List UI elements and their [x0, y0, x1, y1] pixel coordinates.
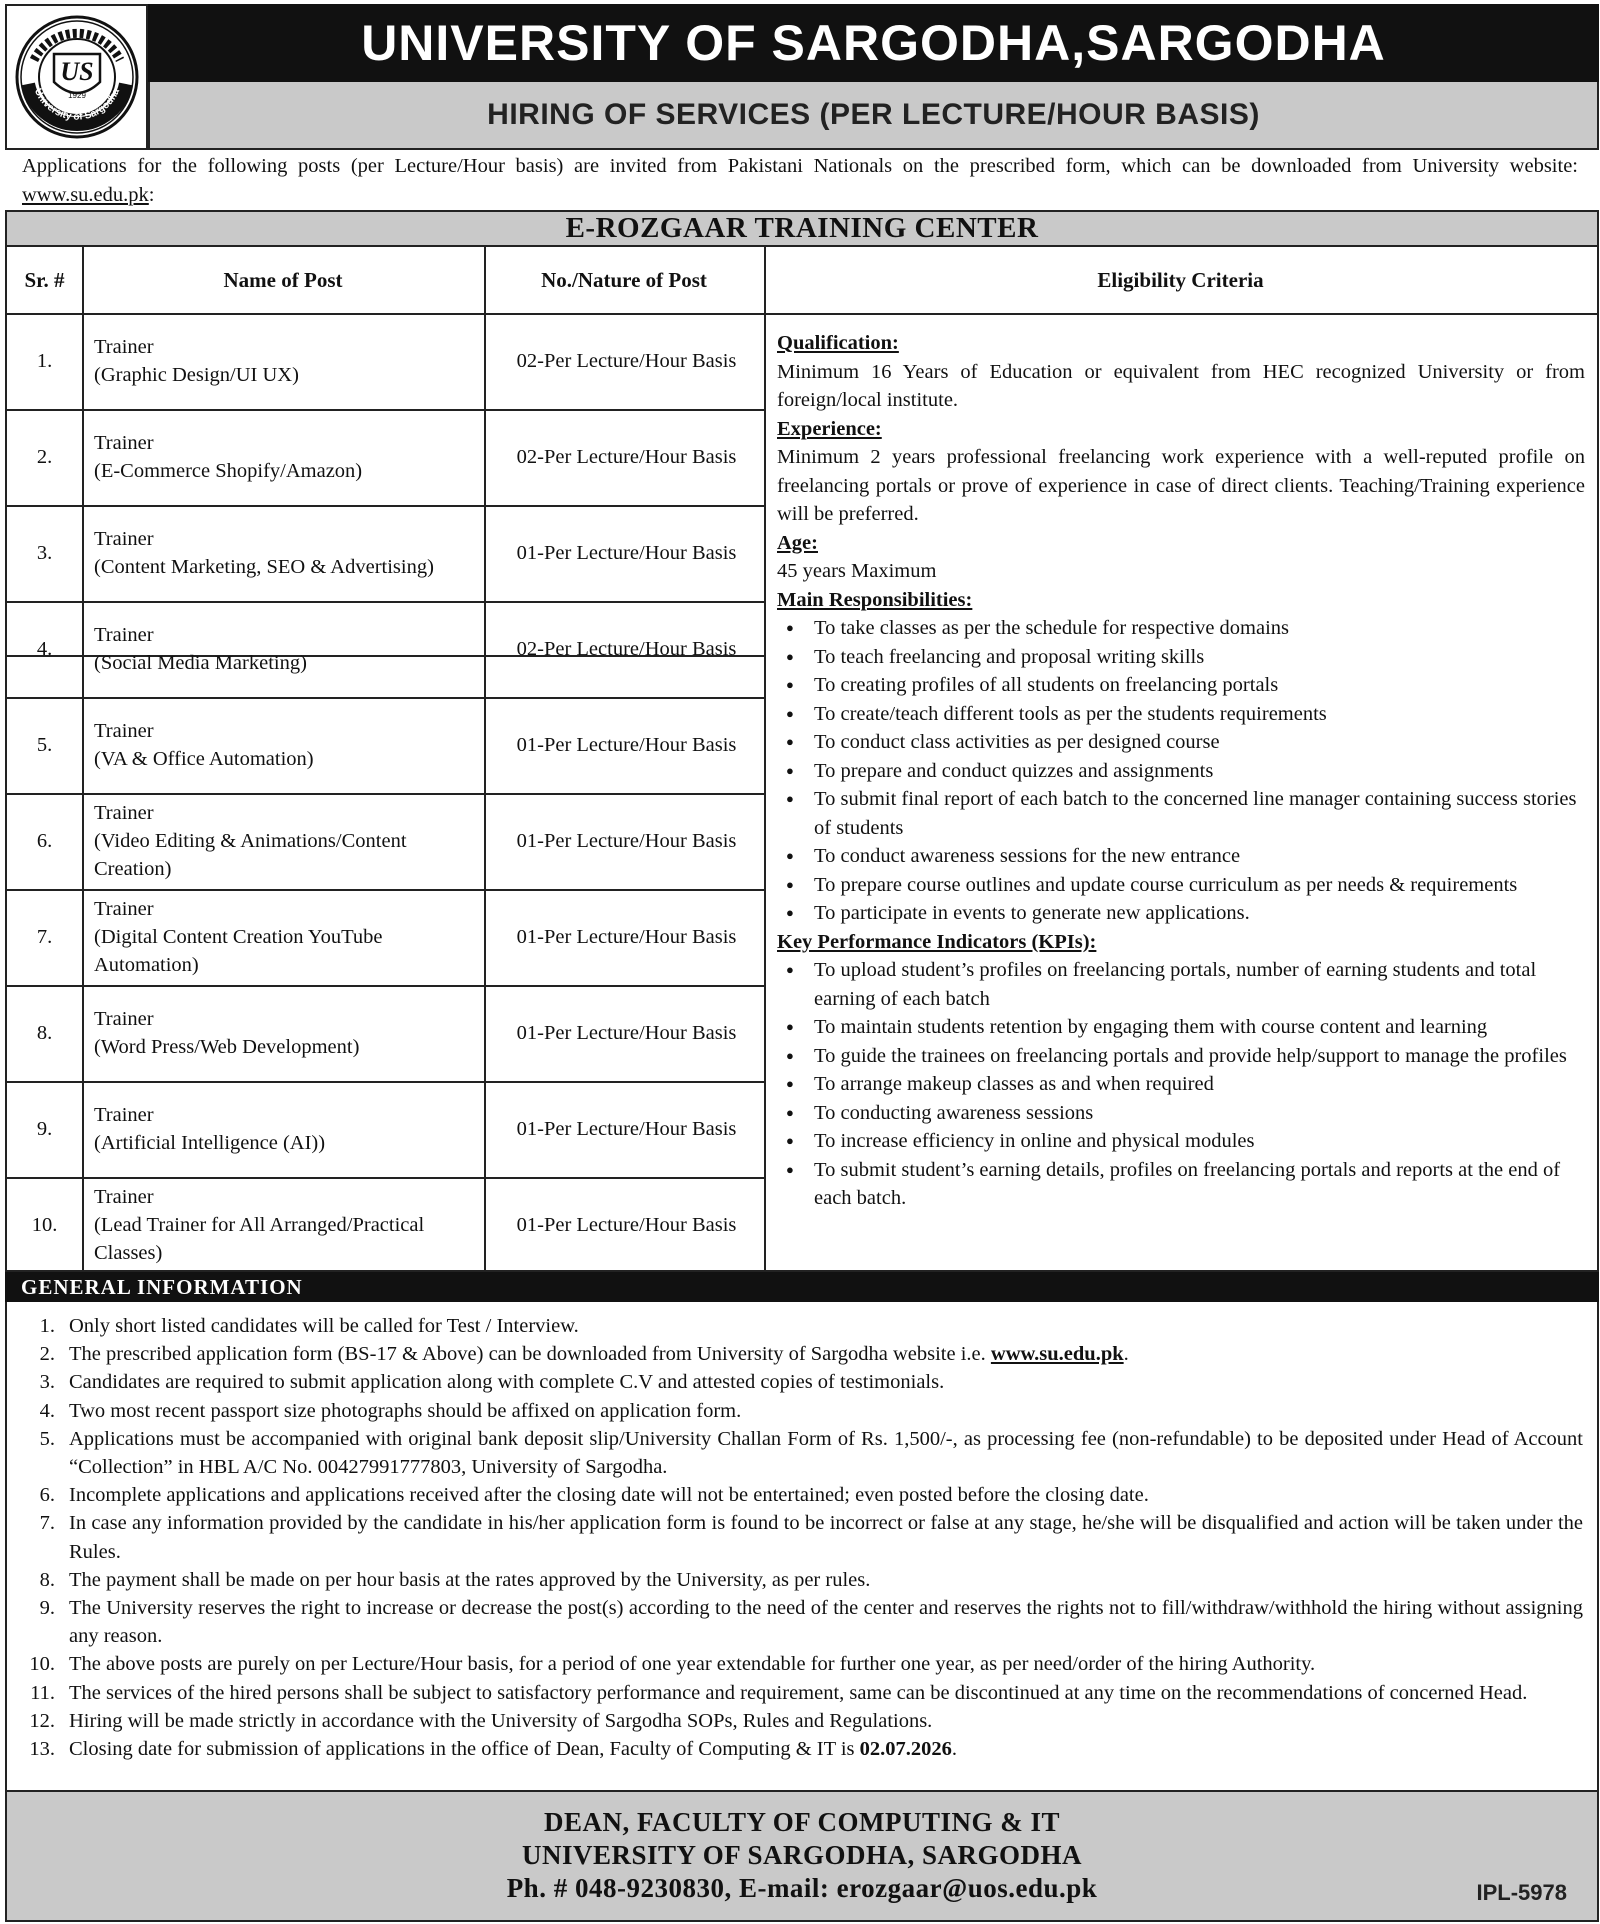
header-name-of-post: Name of Post — [223, 267, 343, 292]
table-row — [7, 889, 764, 985]
item-number: 4. — [39, 1399, 55, 1422]
list-item: ● To arrange makeup classes as and when required — [777, 1070, 1585, 1099]
table-row — [7, 985, 764, 1081]
title-bar — [148, 4, 1599, 82]
general-info-item — [21, 1481, 1583, 1509]
post-line: (VA & Office Automation) — [94, 748, 314, 770]
post-line: (E-Commerce Shopify/Amazon) — [94, 460, 363, 482]
row-post-name — [94, 697, 484, 793]
item-text: Hiring will be made strictly in accordance with the University of Sargodha SOPs, Rules and Regulations. — [69, 1709, 933, 1732]
list-item: ● To conduct class activities as per designed course — [777, 728, 1585, 757]
footer-dean: DEAN, FACULTY OF COMPUTING & IT — [543, 1807, 1060, 1837]
header-nature-of-post: No./Nature of Post — [541, 267, 707, 292]
list-item: ● To conducting awareness sessions — [777, 1099, 1585, 1128]
list-item: ● To conduct awareness sessions for the new entrance — [777, 842, 1585, 871]
item-number: 7. — [39, 1512, 55, 1535]
row-post-nature: 01-Per Lecture/Hour Basis — [516, 541, 737, 564]
post-line: Trainer — [94, 432, 154, 454]
post-line: Trainer — [94, 802, 154, 824]
experience-heading: Experience: — [777, 417, 882, 440]
list-item: ● To participate in events to generate new applications. — [777, 899, 1585, 928]
item-number: 13. — [29, 1738, 55, 1761]
row-sr: 3. — [36, 541, 53, 564]
post-line: (Lead Trainer for All Arranged/Practical — [94, 1214, 425, 1236]
general-info-bar — [5, 1272, 1599, 1302]
post-line: Trainer — [94, 336, 154, 358]
eligibility-criteria — [777, 329, 1585, 1213]
row-sr: 4. — [36, 637, 53, 660]
footer — [5, 1792, 1599, 1922]
general-info-list — [21, 1312, 1583, 1763]
item-text: The prescribed application form (BS-17 & Above) can be downloaded from University of Sargodha website i.e. — [69, 1343, 991, 1366]
kpi-heading: Key Performance Indicators (KPIs): — [777, 930, 1097, 953]
item-text: The payment shall be made on per hour basis at the rates approved by the University, as per rules. — [69, 1568, 871, 1591]
row-post-name — [94, 985, 484, 1081]
qualification-heading: Qualification: — [777, 332, 899, 354]
post-line: (Graphic Design/UI UX) — [94, 364, 299, 386]
list-item: ● To teach freelancing and proposal writing skills — [777, 643, 1585, 672]
item-text: Only short listed candidates will be called for Test / Interview. — [69, 1315, 579, 1337]
post-line: (Artificial Intelligence (AI)) — [94, 1132, 326, 1154]
age-text: 45 years Maximum — [777, 560, 937, 582]
table-row — [7, 313, 764, 409]
row-post-name — [94, 889, 484, 985]
row-post-nature: 02-Per Lecture/Hour Basis — [516, 445, 737, 468]
list-item: ● To upload student’s profiles on freelancing portals, number of earning students and total earning of each batch — [777, 956, 1585, 1013]
row-post-name — [94, 1177, 484, 1273]
item-text: The University reserves the right to increase or decrease the post(s) according to the need of the center and reserves the rights not to fill/withdraw/withhold the hiring without assigning any reason. — [69, 1597, 1583, 1648]
item-number: 1. — [39, 1315, 55, 1337]
section-title: E-ROZGAAR TRAINING CENTER — [565, 212, 1039, 244]
table-row — [7, 697, 764, 793]
row-post-name — [94, 601, 484, 697]
general-info-item — [21, 1566, 1583, 1594]
responsibilities-heading: Main Responsibilities: — [777, 588, 973, 611]
table-row — [7, 1081, 764, 1177]
row-post-nature: 02-Per Lecture/Hour Basis — [516, 637, 737, 660]
post-line: Trainer — [94, 1186, 154, 1208]
row-post-nature: 01-Per Lecture/Hour Basis — [516, 1021, 737, 1044]
row-post-name — [94, 1081, 484, 1177]
row-post-name — [94, 505, 484, 601]
general-info-item — [21, 1312, 1583, 1340]
general-info-item — [21, 1397, 1583, 1425]
header — [5, 4, 1599, 150]
general-info-item — [21, 1368, 1583, 1396]
page-title: UNIVERSITY OF SARGODHA,SARGODHA — [361, 15, 1386, 71]
item-number: 8. — [39, 1568, 55, 1591]
item-text: In case any information provided by the candidate in his/her application form is found to be incorrect or false at any stage, he/she will be disqualified and action will be taken under the Rules. — [69, 1512, 1583, 1563]
item-tail: . — [1123, 1343, 1129, 1366]
item-number: 6. — [39, 1484, 55, 1507]
website-link[interactable]: www.su.edu.pk — [990, 1343, 1124, 1366]
footer-contact: Ph. # 048-9230830, E-mail: erozgaar@uos.edu.pk — [506, 1873, 1098, 1903]
list-item: ● To increase efficiency in online and physical modules — [777, 1127, 1585, 1156]
post-line: (Content Marketing, SEO & Advertising) — [94, 556, 434, 578]
row-post-nature: 02-Per Lecture/Hour Basis — [516, 349, 737, 372]
age-heading: Age: — [777, 531, 818, 554]
item-text: Two most recent passport size photographs should be affixed on application form. — [69, 1399, 742, 1422]
post-line: Trainer — [94, 720, 154, 742]
row-post-nature: 01-Per Lecture/Hour Basis — [516, 925, 737, 948]
item-text: Closing date for submission of applications in the office of Dean, Faculty of Computing & IT is — [69, 1738, 860, 1761]
post-line: Trainer — [94, 1104, 154, 1126]
row-sr: 7. — [36, 925, 53, 948]
list-item: ● To submit student’s earning details, profiles on freelancing portals and reports at the end of each batch. — [777, 1156, 1585, 1213]
footer-university: UNIVERSITY OF SARGODHA, SARGODHA — [521, 1840, 1083, 1870]
closing-date: 02.07.2026 — [859, 1738, 952, 1761]
post-line: Trainer — [94, 1008, 154, 1030]
website-link[interactable]: www.su.edu.pk — [22, 184, 149, 206]
row-post-name — [94, 313, 484, 409]
row-sr: 6. — [36, 829, 53, 852]
list-item: ● To prepare and conduct quizzes and assignments — [777, 757, 1585, 786]
row-post-name — [94, 409, 484, 505]
post-line: (Digital Content Creation YouTube — [94, 926, 383, 948]
list-item: ● To maintain students retention by engaging them with course content and learning — [777, 1013, 1585, 1042]
item-number: 5. — [39, 1427, 55, 1450]
general-info-box — [5, 1302, 1599, 1792]
svg-text:1929: 1929 — [67, 91, 86, 100]
intro-paragraph: Applications for the following posts (per Lecture/Hour basis) are invited from Pakistani Nationals on the prescribed form, which can be downloaded from University website: www.su.edu.pk: — [22, 155, 1578, 206]
post-line: Trainer — [94, 624, 154, 646]
post-line: Creation) — [94, 858, 172, 880]
list-item: ● To prepare course outlines and update course curriculum as per needs & requirements — [777, 871, 1585, 900]
item-number: 9. — [39, 1597, 55, 1620]
item-number: 11. — [30, 1681, 55, 1704]
row-post-nature: 01-Per Lecture/Hour Basis — [516, 829, 737, 852]
posts-table — [5, 247, 1599, 1272]
item-number: 2. — [39, 1343, 55, 1366]
item-text: The above posts are purely on per Lecture/Hour basis, for a period of one year extendable for further one year, as per need/order of the hiring Authority. — [69, 1653, 1316, 1676]
post-line: (Video Editing & Animations/Content — [94, 830, 407, 852]
general-info-item — [21, 1340, 1583, 1368]
post-line: Trainer — [94, 898, 154, 920]
item-text: Candidates are required to submit application along with complete C.V and attested copies of testimonials. — [69, 1371, 945, 1394]
experience-text: Minimum 2 years professional freelancing work experience with a well-reputed profile on freelancing portals or prove of experience in case of direct clients. Teaching/Training experience will be preferred. — [777, 446, 1585, 525]
section-title-bar — [5, 210, 1599, 247]
table-row — [7, 505, 764, 601]
header-sr: Sr. # — [24, 267, 65, 292]
general-info-item — [21, 1735, 1583, 1763]
list-item: ● To create/teach different tools as per the students requirements — [777, 700, 1585, 729]
header-eligibility: Eligibility Criteria — [1097, 267, 1264, 292]
item-text: Incomplete applications and applications received after the closing date will not be entertained; even posted before the closing date. — [69, 1484, 1149, 1507]
item-number: 10. — [29, 1653, 55, 1676]
item-text: The services of the hired persons shall be subject to satisfactory performance and requirement, same can be discontinued at any time on the recommendations of concerned Head. — [69, 1681, 1528, 1704]
general-info-item — [21, 1650, 1583, 1678]
general-info-item — [21, 1425, 1583, 1481]
post-line: Trainer — [94, 528, 154, 550]
row-post-nature: 01-Per Lecture/Hour Basis — [516, 1117, 737, 1140]
svg-text:US: US — [59, 57, 94, 86]
row-sr: 5. — [36, 733, 53, 756]
post-line: Classes) — [94, 1242, 163, 1264]
table-row — [7, 1177, 764, 1273]
kpi-list — [777, 956, 1585, 1213]
svg-text:University of Sargodha: University of Sargodha — [31, 86, 122, 123]
responsibilities-list — [777, 614, 1585, 928]
item-number: 3. — [39, 1371, 55, 1394]
row-sr: 9. — [36, 1117, 53, 1140]
row-post-nature: 01-Per Lecture/Hour Basis — [516, 733, 737, 756]
page-subtitle: HIRING OF SERVICES (PER LECTURE/HOUR BASIS) — [487, 98, 1260, 131]
row-sr: 10. — [31, 1213, 58, 1236]
university-logo — [5, 4, 148, 150]
qualification-text: Minimum 16 Years of Education or equivalent from HEC recognized University or from foreign/local institute. — [777, 360, 1585, 411]
list-item: ● To take classes as per the schedule for respective domains — [777, 614, 1585, 643]
row-post-name — [94, 793, 484, 889]
post-line: (Social Media Marketing) — [94, 652, 307, 674]
row-sr: 1. — [36, 349, 53, 372]
list-item: ● To submit final report of each batch to the concerned line manager containing success stories of students — [777, 785, 1585, 842]
general-info-item — [21, 1707, 1583, 1735]
advert-code: IPL-5978 — [1476, 1880, 1567, 1905]
subtitle-bar — [148, 82, 1599, 150]
item-text: Applications must be accompanied with original bank deposit slip/University Challan Form of Rs. 1,500/-, as processing fee (non-refundable) to be deposited under Head of Account “Collection” in HBL A/C No. 00427991777803, University of Sargodha. — [69, 1427, 1583, 1479]
item-tail: . — [951, 1738, 958, 1761]
row-sr: 8. — [36, 1021, 53, 1044]
general-info-item — [21, 1594, 1583, 1650]
university-seal-icon — [14, 14, 140, 140]
list-item: ● To guide the trainees on freelancing portals and provide help/support to manage the profiles — [777, 1042, 1585, 1071]
row-post-nature: 01-Per Lecture/Hour Basis — [516, 1213, 737, 1236]
table-row — [7, 409, 764, 505]
general-info-item — [21, 1679, 1583, 1707]
table-row — [7, 793, 764, 889]
item-number: 12. — [29, 1709, 55, 1732]
post-line: (Word Press/Web Development) — [94, 1036, 360, 1058]
row-sr: 2. — [36, 445, 53, 468]
table-row — [7, 601, 764, 697]
general-info-item — [21, 1509, 1583, 1565]
post-line: Automation) — [94, 954, 199, 976]
general-info-heading: GENERAL INFORMATION — [21, 1274, 303, 1299]
list-item: ● To creating profiles of all students on freelancing portals — [777, 671, 1585, 700]
